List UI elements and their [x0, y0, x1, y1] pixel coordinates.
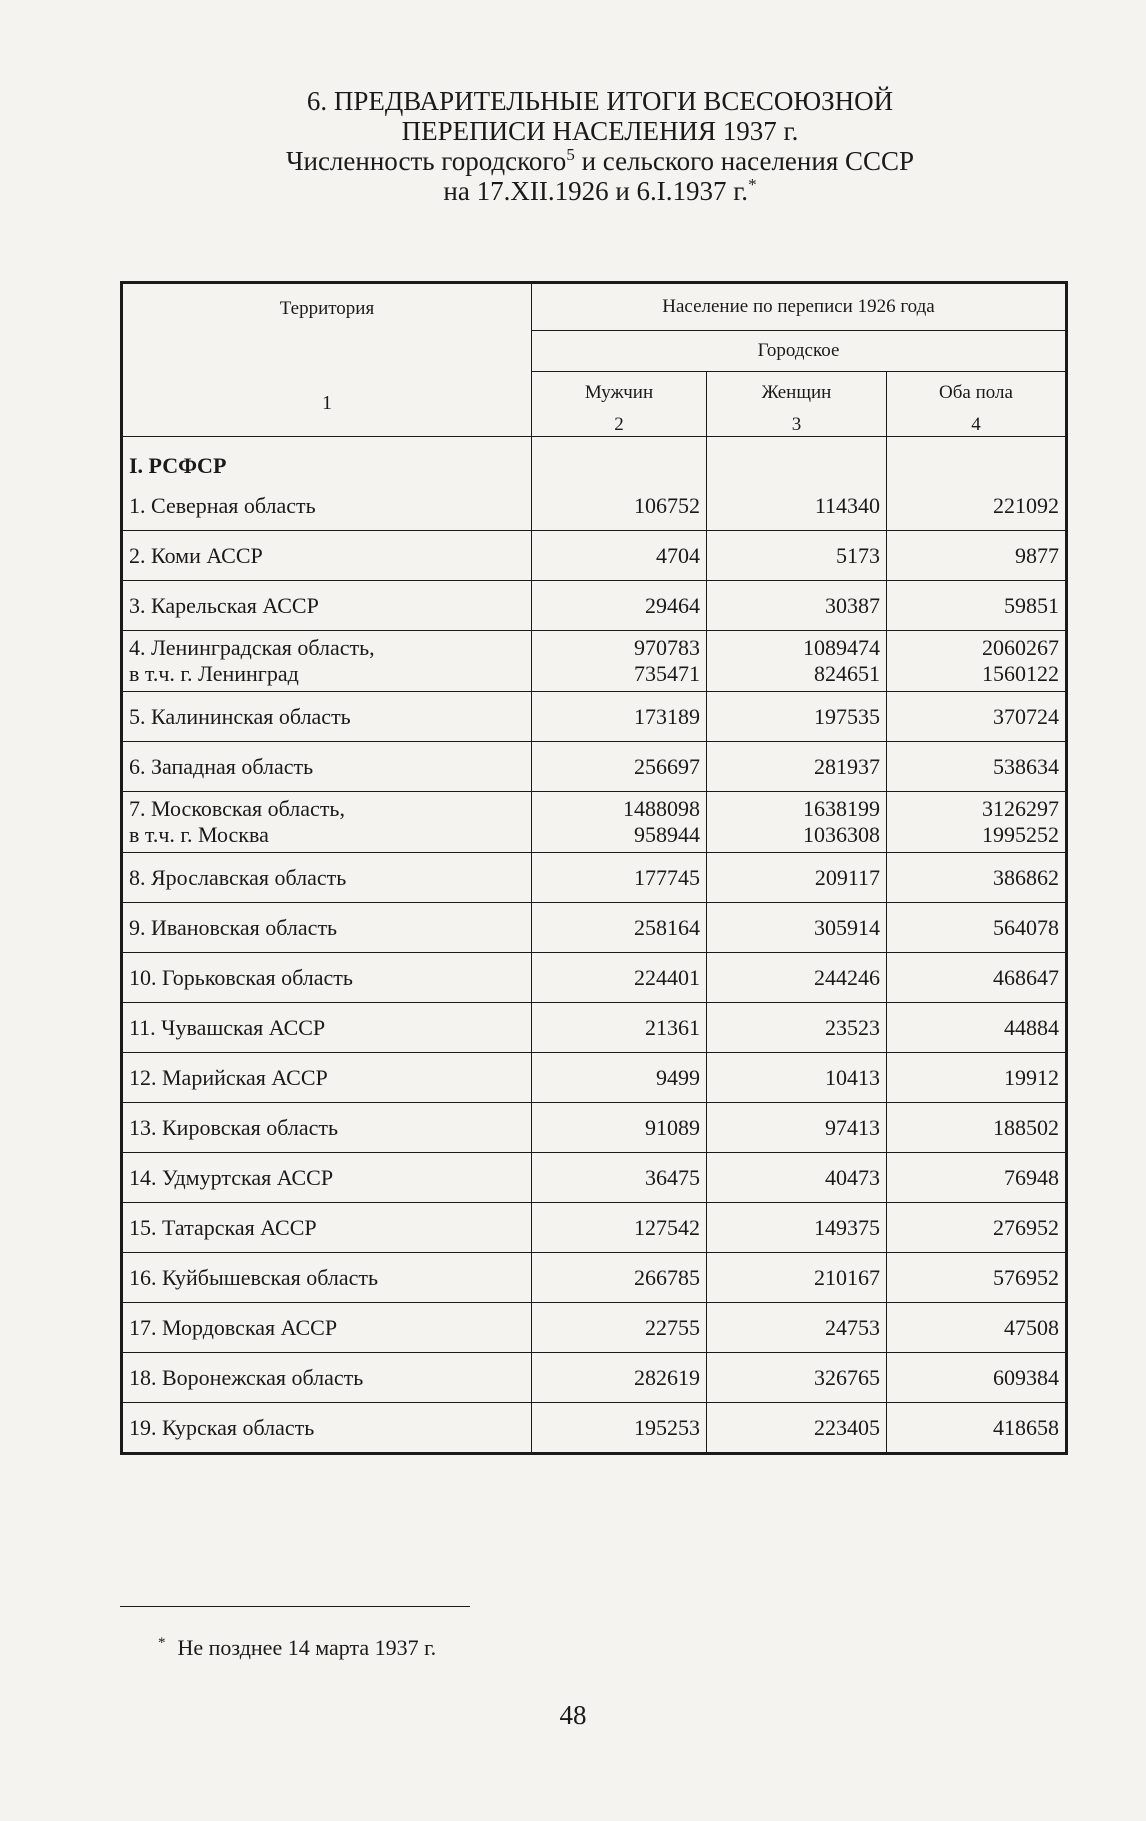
territory-cell-value: 3. Карельская АССР — [129, 592, 319, 618]
women-cell-value-sub: 1036308 — [803, 822, 880, 847]
men-cell-value: 36475 — [645, 1164, 700, 1190]
women-cell-value: 97413 — [825, 1114, 880, 1140]
territory-cell-value: 10. Горьковская область — [129, 964, 353, 990]
men-cell — [532, 953, 707, 1003]
men-cell — [532, 1253, 707, 1303]
both-cell — [887, 953, 1067, 1003]
women-cell — [707, 1203, 887, 1253]
women-cell-value: 1089474 — [803, 635, 880, 660]
both-cell — [887, 631, 1067, 692]
table-row — [122, 481, 1067, 531]
women-cell-value: 24753 — [825, 1314, 880, 1340]
header-census-1926: Население по переписи 1926 года — [532, 283, 1067, 331]
men-cell-value: 1488098 — [623, 796, 700, 821]
men-cell-value: 173189 — [634, 703, 700, 729]
both-cell-value: 468647 — [993, 964, 1059, 990]
both-cell-value: 564078 — [993, 914, 1059, 940]
territory-cell — [122, 1303, 532, 1353]
territory-cell — [122, 1203, 532, 1253]
both-cell-value: 609384 — [993, 1364, 1059, 1390]
women-cell — [707, 1403, 887, 1454]
men-cell-value: 106752 — [634, 492, 700, 518]
women-cell — [707, 1103, 887, 1153]
women-cell — [707, 1303, 887, 1353]
women-cell-value: 305914 — [814, 914, 880, 940]
territory-cell — [122, 1253, 532, 1303]
both-cell-value: 370724 — [993, 703, 1059, 729]
page-number: 48 — [559, 1700, 587, 1730]
territory-cell-value: 15. Татарская АССР — [129, 1214, 317, 1240]
table-row — [122, 1253, 1067, 1303]
men-cell — [532, 1303, 707, 1353]
both-cell — [887, 531, 1067, 581]
men-cell-value: 21361 — [645, 1014, 700, 1040]
women-cell-value: 326765 — [814, 1364, 880, 1390]
women-cell-value: 5173 — [836, 542, 880, 568]
territory-cell — [122, 1053, 532, 1103]
men-cell — [532, 481, 707, 531]
women-cell — [707, 581, 887, 631]
territory-cell — [122, 903, 532, 953]
table-row — [122, 1203, 1067, 1253]
territory-cell — [122, 531, 532, 581]
section-row — [122, 437, 1067, 482]
column-number-4: 4 — [971, 414, 981, 435]
both-cell — [887, 1153, 1067, 1203]
women-cell-value: 281937 — [814, 753, 880, 779]
both-cell — [887, 853, 1067, 903]
both-cell-value-sub: 1560122 — [982, 661, 1059, 686]
header-both-label: Оба пола — [939, 382, 1013, 403]
men-cell-value: 224401 — [634, 964, 700, 990]
men-cell — [532, 1053, 707, 1103]
both-cell — [887, 481, 1067, 531]
men-cell-value: 22755 — [645, 1314, 700, 1340]
men-cell-value: 29464 — [645, 592, 700, 618]
women-cell — [707, 1153, 887, 1203]
men-cell-value: 266785 — [634, 1264, 700, 1290]
table-row — [122, 1353, 1067, 1403]
women-cell — [707, 953, 887, 1003]
both-cell — [887, 1253, 1067, 1303]
both-cell — [887, 903, 1067, 953]
men-cell — [532, 692, 707, 742]
men-cell — [532, 1153, 707, 1203]
territory-cell-value: 16. Куйбышевская область — [129, 1264, 379, 1290]
both-cell-value: 386862 — [993, 864, 1059, 890]
territory-cell-value: 18. Воронежская область — [129, 1364, 364, 1390]
men-cell-value: 256697 — [634, 753, 700, 779]
header-women-label: Женщин — [761, 382, 832, 403]
column-number-2: 2 — [614, 414, 624, 435]
table-row — [122, 792, 1067, 853]
both-cell — [887, 1053, 1067, 1103]
both-cell-value: 2060267 — [982, 635, 1059, 660]
men-cell-value: 282619 — [634, 1364, 700, 1390]
women-cell-value: 114340 — [814, 492, 880, 518]
territory-cell-value: 14. Удмуртская АССР — [129, 1164, 334, 1190]
territory-cell-value: 8. Ярославская область — [129, 864, 347, 890]
territory-cell — [122, 631, 532, 692]
column-number-1: 1 — [122, 372, 532, 437]
both-cell — [887, 581, 1067, 631]
women-cell-value: 1638199 — [803, 796, 880, 821]
table-row — [122, 1303, 1067, 1353]
table-row — [122, 631, 1067, 692]
territory-cell-value: 1. Северная область — [129, 492, 316, 518]
territory-cell-value-sub: в т.ч. г. Ленинград — [129, 661, 299, 686]
table-row — [122, 581, 1067, 631]
subtitle-dates: на 17.XII.1926 и 6.I.1937 г. — [443, 176, 749, 206]
women-cell — [707, 792, 887, 853]
territory-cell — [122, 692, 532, 742]
title-line-1: 6. ПРЕДВАРИТЕЛЬНЫЕ ИТОГИ ВСЕСОЮЗНОЙ — [306, 86, 894, 116]
men-cell — [532, 1003, 707, 1053]
territory-cell-value: 13. Кировская область — [129, 1114, 339, 1140]
subtitle-text-a: Численность городского — [285, 146, 567, 176]
footnote — [158, 1634, 437, 1661]
men-cell — [532, 853, 707, 903]
men-cell — [532, 581, 707, 631]
both-cell — [887, 792, 1067, 853]
both-cell — [887, 1203, 1067, 1253]
women-cell — [707, 1353, 887, 1403]
territory-cell-value: 9. Ивановская область — [129, 914, 338, 940]
subtitle-line-2 — [150, 176, 1050, 206]
women-cell-value: 10413 — [825, 1064, 880, 1090]
territory-cell — [122, 742, 532, 792]
women-cell — [707, 1053, 887, 1103]
women-cell-value: 197535 — [814, 703, 880, 729]
territory-cell — [122, 853, 532, 903]
men-cell-value: 177745 — [634, 864, 700, 890]
subtitle-line-1 — [150, 146, 1050, 176]
territory-cell-value: 19. Курская область — [129, 1414, 315, 1440]
men-cell — [532, 903, 707, 953]
territory-cell-value: 17. Мордовская АССР — [129, 1314, 338, 1340]
both-cell-value: 276952 — [993, 1214, 1059, 1240]
territory-cell — [122, 581, 532, 631]
women-cell-value: 30387 — [825, 592, 880, 618]
both-cell-value: 59851 — [1004, 592, 1059, 618]
territory-cell — [122, 953, 532, 1003]
territory-cell — [122, 1003, 532, 1053]
men-cell — [532, 1353, 707, 1403]
men-cell-value: 91089 — [645, 1114, 700, 1140]
both-cell — [887, 1303, 1067, 1353]
territory-cell-value: 4. Ленинградская область, — [129, 635, 375, 660]
both-cell-value: 44884 — [1004, 1014, 1059, 1040]
women-cell-value-sub: 824651 — [814, 661, 880, 686]
men-cell-value: 258164 — [634, 914, 700, 940]
women-cell — [707, 1003, 887, 1053]
table-row — [122, 1153, 1067, 1203]
territory-cell-value: 2. Коми АССР — [129, 542, 263, 568]
men-cell-value: 195253 — [634, 1414, 700, 1440]
women-cell-value: 209117 — [814, 864, 880, 890]
women-cell-value: 244246 — [814, 964, 880, 990]
women-cell — [707, 631, 887, 692]
table-row — [122, 1053, 1067, 1103]
table-body — [122, 437, 1067, 1454]
table-row — [122, 531, 1067, 581]
header-urban: Городское — [532, 331, 1067, 372]
both-cell-value: 3126297 — [982, 796, 1059, 821]
footnote-text: Не позднее 14 марта 1937 г. — [177, 1635, 437, 1660]
territory-cell — [122, 1153, 532, 1203]
women-cell-value: 210167 — [814, 1264, 880, 1290]
territory-cell-value: 11. Чувашская АССР — [129, 1014, 326, 1040]
territory-cell — [122, 1353, 532, 1403]
women-cell — [707, 853, 887, 903]
territory-cell-value: 5. Калининская область — [129, 703, 351, 729]
men-cell-value-sub: 735471 — [634, 661, 700, 686]
territory-cell-value: 7. Московская область, — [129, 796, 345, 821]
women-cell — [707, 1253, 887, 1303]
women-cell-value: 149375 — [814, 1214, 880, 1240]
men-cell-value: 9499 — [656, 1064, 700, 1090]
table-row — [122, 1403, 1067, 1454]
women-cell — [707, 692, 887, 742]
table-row — [122, 953, 1067, 1003]
footnote-ref-5: 5 — [566, 145, 575, 164]
women-cell-value: 40473 — [825, 1164, 880, 1190]
both-cell-value: 418658 — [993, 1414, 1059, 1440]
men-cell — [532, 631, 707, 692]
table-row — [122, 1003, 1067, 1053]
section-label: I. РСФСР — [122, 437, 532, 482]
both-cell-value: 538634 — [993, 753, 1059, 779]
header-men — [532, 372, 707, 437]
both-cell — [887, 1403, 1067, 1454]
page-header — [150, 86, 1050, 206]
both-cell-value: 188502 — [993, 1114, 1059, 1140]
women-cell-value: 223405 — [814, 1414, 880, 1440]
women-cell-value: 23523 — [825, 1014, 880, 1040]
men-cell — [532, 1103, 707, 1153]
both-cell-value: 47508 — [1004, 1314, 1059, 1340]
both-cell-value: 9877 — [1015, 542, 1059, 568]
women-cell — [707, 481, 887, 531]
women-cell — [707, 903, 887, 953]
territory-cell-value: 12. Марийская АССР — [129, 1064, 328, 1090]
territory-cell — [122, 481, 532, 531]
table-row — [122, 853, 1067, 903]
header-both — [887, 372, 1067, 437]
territory-cell-value: 6. Западная область — [129, 753, 314, 779]
territory-cell — [122, 1403, 532, 1454]
both-cell — [887, 1003, 1067, 1053]
header-women — [707, 372, 887, 437]
territory-cell-value-sub: в т.ч. г. Москва — [129, 822, 269, 847]
men-cell-value: 127542 — [634, 1214, 700, 1240]
table-row — [122, 1103, 1067, 1153]
men-cell-value: 4704 — [656, 542, 700, 568]
header-territory: Территория — [122, 283, 532, 372]
both-cell-value: 19912 — [1004, 1064, 1059, 1090]
footnote-ref-star: * — [748, 175, 757, 194]
territory-cell — [122, 1103, 532, 1153]
subtitle-text-b: и сельского населения СССР — [574, 146, 915, 176]
both-cell-value: 576952 — [993, 1264, 1059, 1290]
men-cell — [532, 531, 707, 581]
territory-cell — [122, 792, 532, 853]
women-cell — [707, 742, 887, 792]
column-number-3: 3 — [791, 414, 802, 435]
table-row — [122, 903, 1067, 953]
both-cell — [887, 742, 1067, 792]
women-cell — [707, 531, 887, 581]
men-cell — [532, 792, 707, 853]
census-table — [120, 281, 1068, 1455]
men-cell — [532, 742, 707, 792]
both-cell-value: 221092 — [993, 492, 1059, 518]
men-cell — [532, 1403, 707, 1454]
title-line-2: ПЕРЕПИСИ НАСЕЛЕНИЯ 1937 г. — [401, 116, 799, 146]
both-cell — [887, 1103, 1067, 1153]
both-cell — [887, 692, 1067, 742]
table-row — [122, 742, 1067, 792]
men-cell-value: 970783 — [634, 635, 700, 660]
both-cell-value: 76948 — [1004, 1164, 1059, 1190]
both-cell-value-sub: 1995252 — [982, 822, 1059, 847]
both-cell — [887, 1353, 1067, 1403]
footnote-divider — [120, 1606, 470, 1607]
men-cell-value-sub: 958944 — [634, 822, 700, 847]
footnote-marker: * — [158, 1634, 166, 1651]
table-row — [122, 692, 1067, 742]
header-men-label: Мужчин — [584, 382, 654, 403]
men-cell — [532, 1203, 707, 1253]
